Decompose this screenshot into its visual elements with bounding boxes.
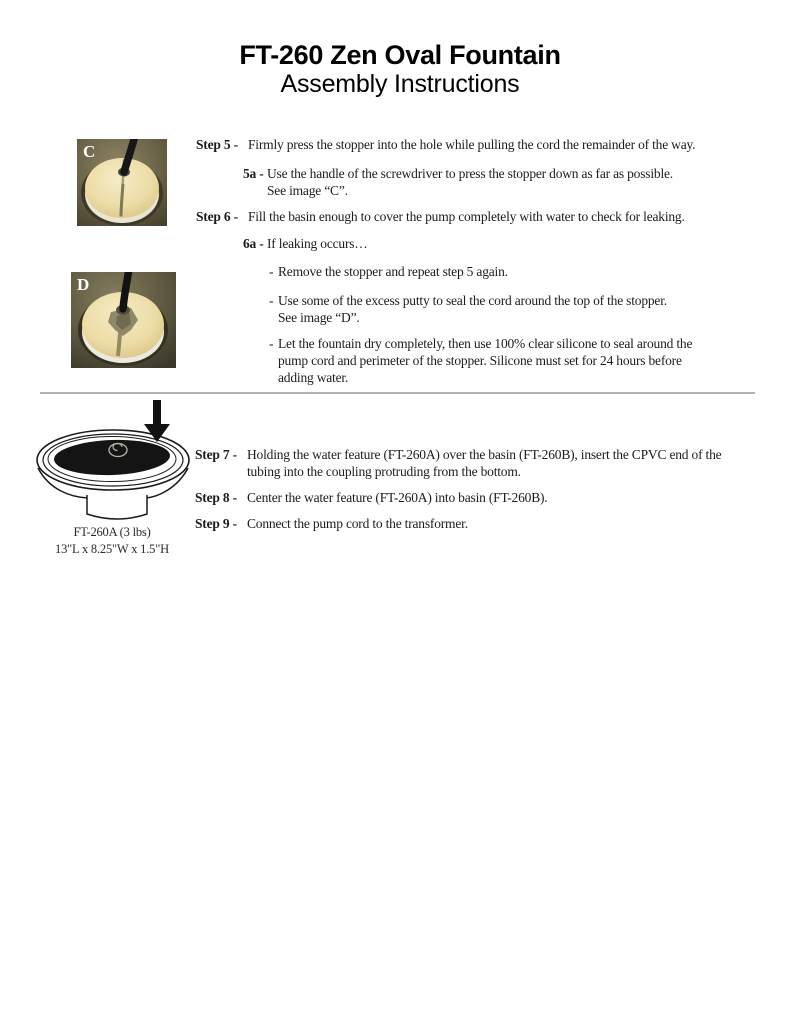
step-6a-bullet-2 — [269, 292, 667, 326]
fountain-diagram — [33, 398, 193, 526]
step-6 — [196, 208, 685, 225]
photo-d-letter-label: D — [77, 275, 90, 294]
step-5 — [196, 136, 695, 153]
step-6a — [243, 235, 368, 252]
step-5a — [243, 165, 673, 199]
step-6-text: Fill the basin enough to cover the pump completely with water to check for leaking. — [248, 209, 685, 224]
step-6a-text: If leaking occurs… — [267, 236, 368, 251]
step-8-text: Center the water feature (FT-260A) into basin (FT-260B). — [247, 490, 548, 505]
bullet-dash: - — [269, 336, 274, 351]
step-5a-text-line1: Use the handle of the screwdriver to press the stopper down as far as possible. — [267, 166, 673, 181]
diagram-caption — [26, 524, 198, 558]
step-7-text-line2: tubing into the coupling protruding from the bottom. — [247, 464, 521, 479]
photo-c-letter-label: C — [83, 142, 96, 161]
step-7-text-line1: Holding the water feature (FT-260A) over the basin (FT-260B), insert the CPVC end of the — [247, 447, 722, 462]
step-6a-label: 6a - — [243, 236, 264, 251]
photo-c-stopper-pressed — [77, 139, 167, 226]
step-9-label: Step 9 - — [195, 516, 237, 531]
bullet-dash: - — [269, 264, 274, 279]
pedestal-base — [87, 495, 147, 519]
diagram-caption-model: FT-260A (3 lbs) — [73, 525, 151, 539]
step-5-text: Firmly press the stopper into the hole while pulling the cord the remainder of the way. — [248, 137, 696, 152]
header — [0, 40, 800, 98]
step-7-label: Step 7 - — [195, 447, 237, 462]
page-title: FT-260 Zen Oval Fountain — [239, 40, 561, 70]
bullet-1-text: Remove the stopper and repeat step 5 again. — [278, 264, 508, 279]
section-divider — [40, 392, 755, 394]
step-7 — [195, 446, 721, 480]
step-5-label: Step 5 - — [196, 137, 238, 152]
bullet-2-text-line1: Use some of the excess putty to seal the cord around the top of the stopper. — [278, 293, 667, 308]
step-8 — [195, 489, 547, 506]
bullet-dash: - — [269, 293, 274, 308]
bullet-3-text-line1: Let the fountain dry completely, then use 100% clear silicone to seal around the — [278, 336, 693, 351]
page-subtitle: Assembly Instructions — [280, 70, 520, 98]
diagram-caption-dimensions: 13"L x 8.25"W x 1.5"H — [55, 542, 169, 556]
step-6a-bullet-1 — [269, 263, 508, 280]
step-9-text: Connect the pump cord to the transformer. — [247, 516, 468, 531]
photo-d-putty-sealed — [71, 272, 176, 368]
step-5a-text-line2: See image “C”. — [267, 183, 348, 198]
step-6-label: Step 6 - — [196, 209, 238, 224]
bullet-3-text-line3: adding water. — [278, 370, 349, 385]
step-8-label: Step 8 - — [195, 490, 237, 505]
bullet-2-text-line2: See image “D”. — [278, 310, 360, 325]
step-5a-label: 5a - — [243, 166, 264, 181]
step-9 — [195, 515, 468, 532]
step-6a-bullet-3 — [269, 335, 692, 386]
bullet-3-text-line2: pump cord and perimeter of the stopper. Silicone must set for 24 hours before — [278, 353, 682, 368]
